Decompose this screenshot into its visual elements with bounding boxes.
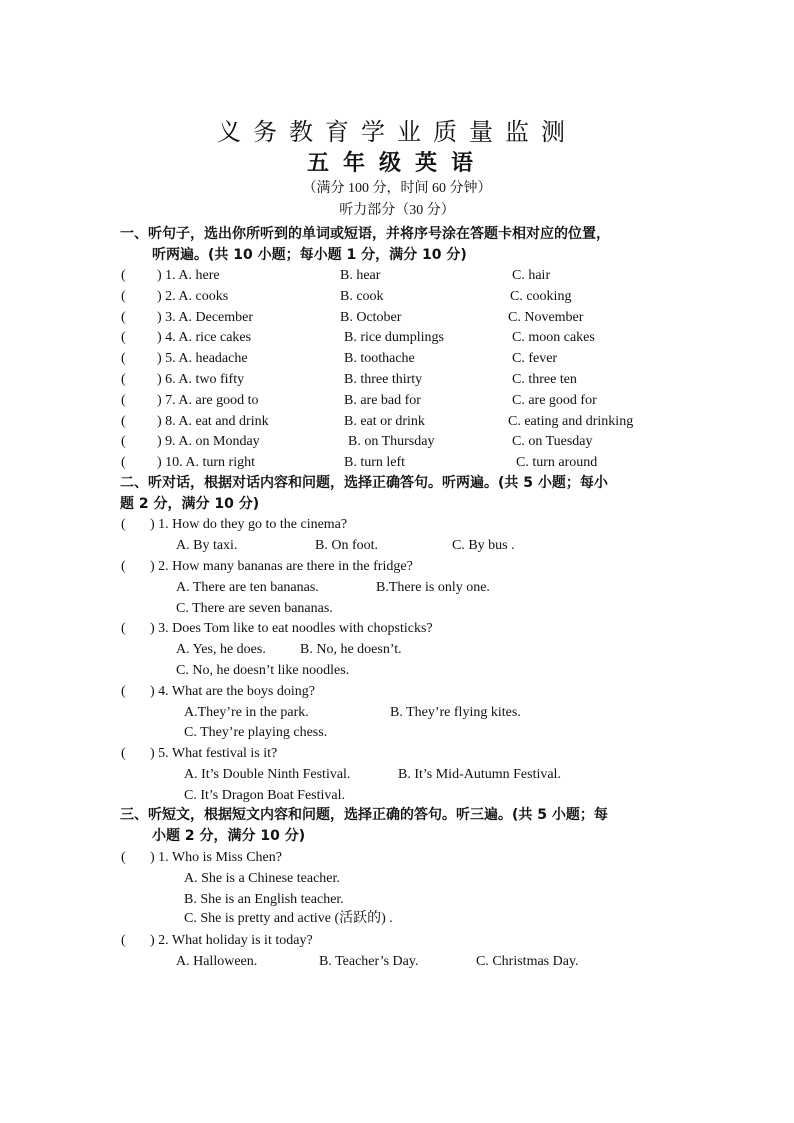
exam-title: 义务教育学业质量监测 xyxy=(217,118,577,146)
option-b: B. Teacher’s Day. xyxy=(319,954,419,969)
option-c: C. By bus . xyxy=(452,538,515,553)
option-b: B. turn left xyxy=(344,455,406,471)
option-c: C. are good for xyxy=(512,392,597,408)
section2-title: 二、听对话，根据对话内容和问题，选择正确答句。听两遍。(共 5 小题；每小 xyxy=(120,475,608,491)
question-text: ) 1. How do they go to the cinema? xyxy=(150,517,348,532)
option-c: C. on Tuesday xyxy=(512,434,593,450)
answer-paren: ( xyxy=(121,372,126,387)
option-c: C. No, he doesn’t like noodles. xyxy=(176,663,350,678)
answer-paren: ( xyxy=(121,684,126,699)
question-text: ) 2. What holiday is it today? xyxy=(150,933,313,948)
option-c: C. three ten xyxy=(512,372,577,387)
option-c: C. moon cakes xyxy=(512,330,595,346)
question-number-option-a: ) 6. A. two fifty xyxy=(157,372,245,387)
section2-title-cont: 题 2 分，满分 10 分) xyxy=(120,496,260,512)
option-b: B. On foot. xyxy=(315,538,378,553)
option-a: A. By taxi. xyxy=(176,538,238,553)
option-b: B. October xyxy=(340,309,402,325)
question-text: ) 3. Does Tom like to eat noodles with chopsticks? xyxy=(150,621,433,636)
option-b: B. eat or drink xyxy=(344,413,425,429)
option-b: B. hear xyxy=(340,268,381,283)
section3-title-cont: 小题 2 分，满分 10 分) xyxy=(152,828,306,844)
option-a: A. She is a Chinese teacher. xyxy=(184,871,340,886)
answer-paren: ( xyxy=(121,330,126,346)
question-number-option-a: ) 8. A. eat and drink xyxy=(157,413,269,429)
answer-paren: ( xyxy=(121,392,126,408)
option-c: C. It’s Dragon Boat Festival. xyxy=(184,788,345,803)
question-number-option-a: ) 9. A. on Monday xyxy=(157,434,260,450)
question-number-option-a: ) 10. A. turn right xyxy=(157,455,255,471)
answer-paren: ( xyxy=(121,268,126,283)
option-c: C. cooking xyxy=(510,288,572,304)
option-a: A. Yes, he does. xyxy=(176,642,266,657)
question-number-option-a: ) 1. A. here xyxy=(157,268,220,283)
option-c: C. eating and drinking xyxy=(508,413,634,429)
option-c: C. turn around xyxy=(516,455,598,471)
question-number-option-a: ) 3. A. December xyxy=(157,309,254,325)
option-b: B. No, he doesn’t. xyxy=(300,642,402,657)
option-b: B. She is an English teacher. xyxy=(184,892,344,907)
option-b: B.There is only one. xyxy=(376,580,490,595)
option-b: B. are bad for xyxy=(344,392,421,408)
answer-paren: ( xyxy=(121,621,126,636)
question-number-option-a: ) 7. A. are good to xyxy=(157,392,259,408)
question-text: ) 2. How many bananas are there in the fridge? xyxy=(150,559,413,574)
answer-paren: ( xyxy=(121,517,126,532)
option-a: A. Halloween. xyxy=(176,954,258,969)
question-text: ) 5. What festival is it? xyxy=(150,746,278,761)
answer-paren: ( xyxy=(121,434,126,450)
option-c: C. They’re playing chess. xyxy=(184,725,328,740)
option-c: C. Christmas Day. xyxy=(476,954,579,969)
listening-part-title: 听力部分（30 分） xyxy=(339,203,455,218)
option-b: B. rice dumplings xyxy=(344,330,444,346)
option-c: C. November xyxy=(508,309,584,325)
answer-paren: ( xyxy=(121,413,126,429)
option-b: B. on Thursday xyxy=(348,434,435,450)
option-a: A. There are ten bananas. xyxy=(176,580,319,595)
option-b: B. It’s Mid-Autumn Festival. xyxy=(398,767,561,782)
question-number-option-a: ) 4. A. rice cakes xyxy=(157,330,252,346)
question-number-option-a: ) 2. A. cooks xyxy=(157,288,229,304)
section3-title: 三、听短文，根据短文内容和问题，选择正确的答句。听三遍。(共 5 小题；每 xyxy=(120,807,608,823)
option-b: B. They’re flying kites. xyxy=(390,705,521,720)
answer-paren: ( xyxy=(121,455,126,471)
option-c: C. She is pretty and active (活跃的) . xyxy=(184,911,393,926)
option-c: C. fever xyxy=(512,351,558,367)
option-b: B. cook xyxy=(340,288,384,304)
exam-subtitle: 五年级英语 xyxy=(306,151,487,176)
option-a: A. It’s Double Ninth Festival. xyxy=(184,767,351,782)
section1-title: 一、听句子，选出你所听到的单词或短语，并将序号涂在答题卡相对应的位置， xyxy=(120,226,610,242)
option-b: B. toothache xyxy=(344,351,415,367)
answer-paren: ( xyxy=(121,746,126,761)
answer-paren: ( xyxy=(121,309,126,325)
answer-paren: ( xyxy=(121,351,126,367)
answer-paren: ( xyxy=(121,559,126,574)
question-number-option-a: ) 5. A. headache xyxy=(157,351,248,367)
section1-title-cont: 听两遍。(共 10 小题；每小题 1 分，满分 10 分) xyxy=(152,247,467,263)
answer-paren: ( xyxy=(121,288,126,304)
option-b: B. three thirty xyxy=(344,372,423,387)
option-c: C. hair xyxy=(512,268,551,283)
option-a: A.They’re in the park. xyxy=(184,705,309,720)
option-c: C. There are seven bananas. xyxy=(176,601,333,616)
question-text: ) 4. What are the boys doing? xyxy=(150,684,315,699)
question-text: ) 1. Who is Miss Chen? xyxy=(150,850,282,865)
exam-info: （满分 100 分，时间 60 分钟） xyxy=(302,181,492,196)
answer-paren: ( xyxy=(121,850,126,865)
answer-paren: ( xyxy=(121,933,126,948)
